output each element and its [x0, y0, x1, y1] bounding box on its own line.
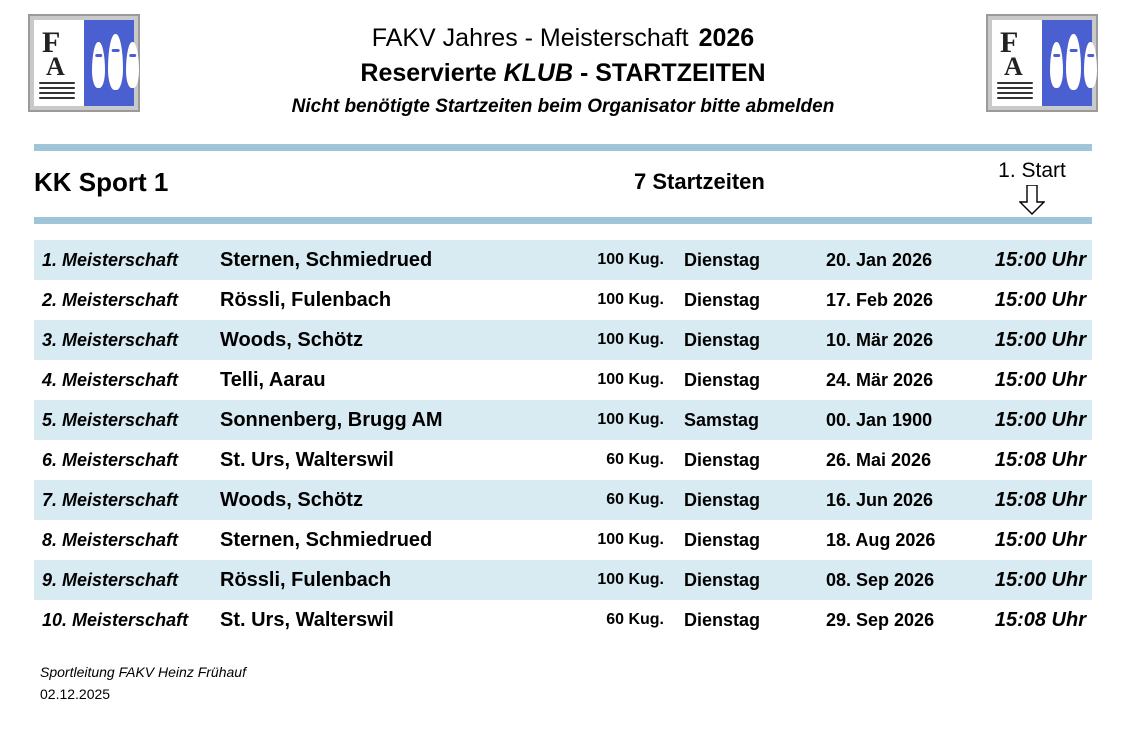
table-row[interactable] — [34, 320, 1092, 360]
logo-letter-a: A — [46, 52, 63, 81]
subtitle-prefix: Reservierte — [360, 59, 497, 87]
waves-icon — [39, 82, 75, 100]
row-number: 4. Meisterschaft — [42, 369, 179, 390]
row-time: 15:00 Uhr — [994, 528, 1086, 551]
bowling-pin-icon — [92, 42, 105, 88]
row-kugeln: 60 Kug. — [606, 451, 664, 468]
title-block — [140, 14, 986, 118]
footer-signature: Sportleitung FAKV Heinz Frühauf — [40, 664, 246, 680]
row-date: 08. Sep 2026 — [826, 569, 935, 590]
bowling-pin-icon — [108, 34, 123, 90]
row-kugeln: 60 Kug. — [606, 491, 664, 508]
row-time: 15:00 Uhr — [994, 568, 1086, 591]
table-row[interactable] — [34, 280, 1092, 320]
starttimes-table — [34, 240, 1092, 640]
row-time: 15:00 Uhr — [994, 328, 1086, 351]
row-time: 15:00 Uhr — [994, 368, 1086, 391]
table-row[interactable] — [34, 600, 1092, 640]
row-team: St. Urs, Walterswil — [220, 448, 394, 471]
row-number: 10. Meisterschaft — [42, 609, 189, 630]
row-number: 2. Meisterschaft — [42, 289, 179, 310]
row-number: 7. Meisterschaft — [42, 489, 179, 510]
subtitle-suffix: - STARTZEITEN — [579, 59, 766, 87]
page-subtitle — [140, 59, 986, 88]
document-footer — [40, 662, 1126, 705]
first-start-block — [972, 159, 1092, 220]
row-weekday: Dienstag — [684, 569, 761, 590]
row-date: 24. Mär 2026 — [826, 369, 934, 390]
table-row[interactable] — [34, 480, 1092, 520]
row-date: 10. Mär 2026 — [826, 329, 934, 350]
row-team: Rössli, Fulenbach — [220, 568, 392, 591]
row-number: 1. Meisterschaft — [42, 249, 179, 270]
bowling-pin-icon — [1084, 42, 1097, 88]
row-time: 15:00 Uhr — [994, 288, 1086, 311]
row-number: 5. Meisterschaft — [42, 409, 179, 430]
row-number: 9. Meisterschaft — [42, 569, 179, 590]
first-start-label: 1. Start — [998, 159, 1066, 182]
bowling-pin-icon — [1050, 42, 1063, 88]
subtitle-klub: KLUB — [503, 59, 573, 87]
table-row[interactable] — [34, 440, 1092, 480]
table-row[interactable] — [34, 360, 1092, 400]
logo-emblem-letters — [992, 20, 1042, 106]
row-weekday: Dienstag — [684, 289, 761, 310]
logo-emblem-pins — [84, 20, 134, 106]
page-title — [140, 24, 986, 53]
row-date: 17. Feb 2026 — [826, 289, 934, 310]
row-team: St. Urs, Walterswil — [220, 608, 394, 631]
row-team: Sternen, Schmiedrued — [220, 528, 433, 551]
row-kugeln: 100 Kug. — [597, 251, 664, 268]
row-team: Woods, Schötz — [220, 328, 363, 351]
row-kugeln: 100 Kug. — [597, 371, 664, 388]
table-row[interactable] — [34, 240, 1092, 280]
row-number: 3. Meisterschaft — [42, 329, 179, 350]
bowling-pin-icon — [126, 42, 139, 88]
divider-under-subheader — [34, 217, 1092, 224]
row-time: 15:00 Uhr — [994, 408, 1086, 431]
table-row[interactable] — [34, 400, 1092, 440]
row-kugeln: 100 Kug. — [597, 571, 664, 588]
row-kugeln: 100 Kug. — [597, 531, 664, 548]
row-team: Sternen, Schmiedrued — [220, 248, 433, 271]
fakv-logo-left — [28, 14, 140, 112]
logo-letter-f: F A — [1000, 26, 1021, 81]
row-weekday: Dienstag — [684, 329, 761, 350]
logo-emblem-pins — [1042, 20, 1092, 106]
club-name: KK Sport 1 — [34, 166, 169, 197]
row-kugeln: 100 Kug. — [597, 291, 664, 308]
row-team: Sonnenberg, Brugg AM — [220, 408, 443, 431]
document-header — [0, 0, 1126, 140]
row-weekday: Dienstag — [684, 369, 761, 390]
row-date: 16. Jun 2026 — [826, 489, 934, 510]
row-weekday: Dienstag — [684, 449, 761, 470]
row-date: 00. Jan 1900 — [826, 409, 933, 430]
bowling-pin-icon — [1066, 34, 1081, 90]
row-weekday: Dienstag — [684, 529, 761, 550]
logo-letter-a: A — [1004, 52, 1021, 81]
row-team: Woods, Schötz — [220, 488, 363, 511]
row-weekday: Dienstag — [684, 489, 761, 510]
row-number: 6. Meisterschaft — [42, 449, 179, 470]
row-kugeln: 60 Kug. — [606, 611, 664, 628]
logo-emblem-letters — [34, 20, 84, 106]
arrow-down-icon — [1019, 185, 1045, 215]
table-row[interactable] — [34, 520, 1092, 560]
subheader — [0, 151, 1126, 209]
title-year: 2026 — [698, 24, 755, 52]
waves-icon — [997, 82, 1033, 100]
row-kugeln: 100 Kug. — [597, 331, 664, 348]
notice-text: Nicht benötigte Startzeiten beim Organisator bitte abmelden — [291, 96, 835, 117]
logo-letter-f: F A — [42, 26, 63, 81]
row-time: 15:08 Uhr — [994, 448, 1086, 471]
row-time: 15:00 Uhr — [994, 248, 1086, 271]
row-time: 15:08 Uhr — [994, 488, 1086, 511]
row-team: Telli, Aarau — [220, 368, 326, 391]
fakv-logo-right — [986, 14, 1098, 112]
row-date: 18. Aug 2026 — [826, 529, 936, 550]
starttimes-count: 7 Startzeiten — [634, 169, 765, 194]
row-date: 26. Mai 2026 — [826, 449, 932, 470]
row-number: 8. Meisterschaft — [42, 529, 179, 550]
divider-top — [34, 144, 1092, 151]
row-team: Rössli, Fulenbach — [220, 288, 392, 311]
row-weekday: Dienstag — [684, 249, 761, 270]
table-row[interactable] — [34, 560, 1092, 600]
row-date: 29. Sep 2026 — [826, 609, 935, 630]
row-weekday: Samstag — [684, 409, 760, 430]
footer-date: 02.12.2025 — [40, 685, 111, 702]
title-main-text: FAKV Jahres - Meisterschaft — [371, 24, 689, 52]
row-date: 20. Jan 2026 — [826, 249, 933, 270]
row-time: 15:08 Uhr — [994, 608, 1086, 631]
row-kugeln: 100 Kug. — [597, 411, 664, 428]
row-weekday: Dienstag — [684, 609, 761, 630]
